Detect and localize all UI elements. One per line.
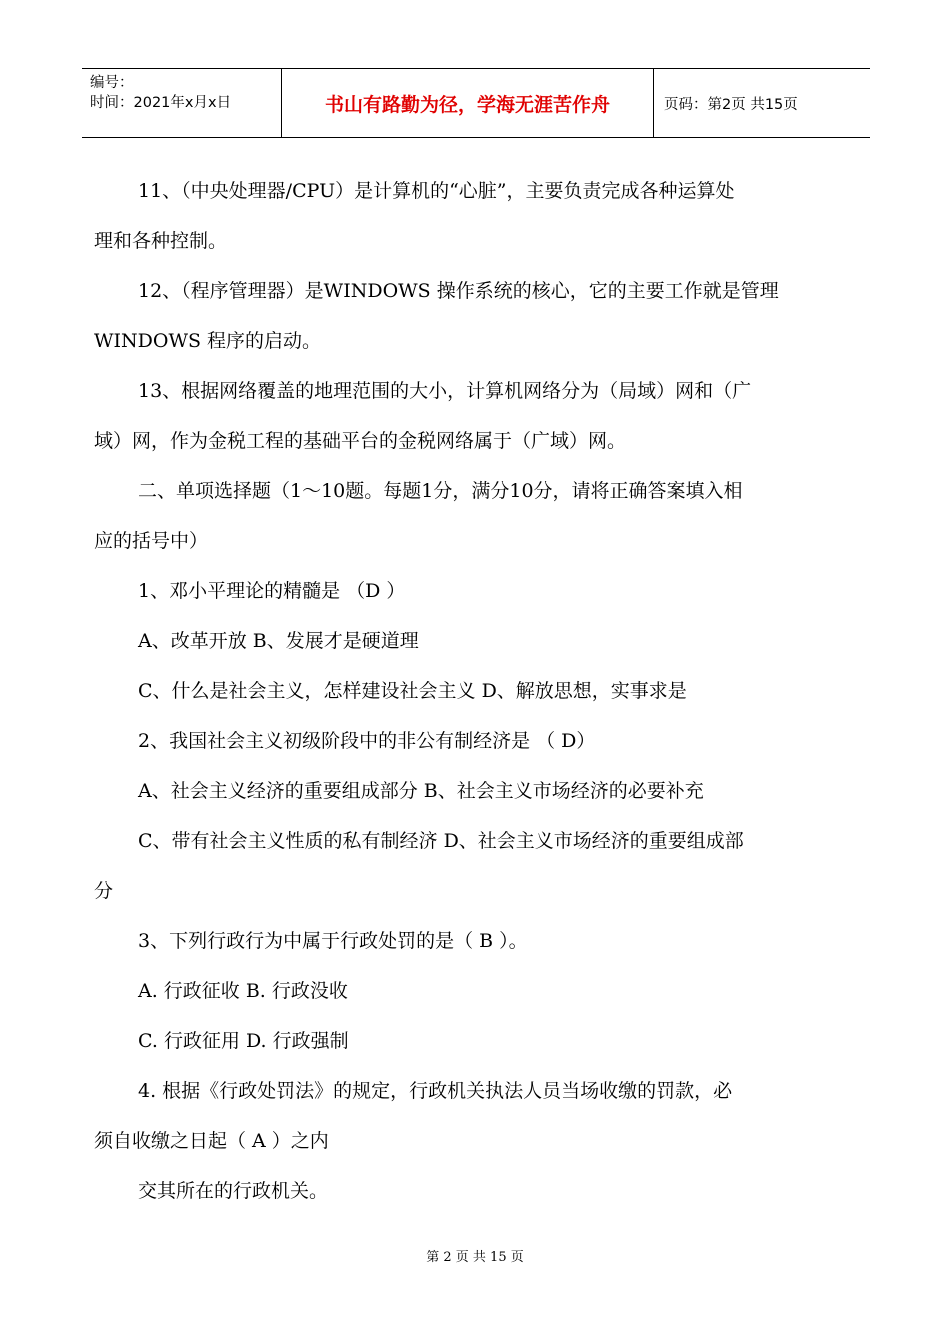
header-motto-cell [282, 69, 654, 137]
footer-page-number: 第 2 页 共 15 页 [426, 1250, 524, 1265]
section-2-heading-line-1: 二、单项选择题（1～10题。每题1分，满分10分，请将正确答案填入相 [138, 480, 743, 502]
mc-question-4-line-2: 须自收缴之日起（ A ）之内 [94, 1130, 329, 1152]
mc-question-2-options-ab: A、社会主义经济的重要组成部分 B、社会主义市场经济的必要补充 [138, 780, 704, 802]
mc-question-2-options-cd-cont: 分 [94, 880, 114, 902]
mc-question-2-options-cd: C、带有社会主义性质的私有制经济 D、社会主义市场经济的重要组成部 [138, 830, 744, 852]
question-11-line-2: 理和各种控制。 [94, 230, 228, 252]
mc-question-4-line-1: 4. 根据《行政处罚法》的规定，行政机关执法人员当场收缴的罚款，必 [138, 1080, 733, 1102]
section-2-heading-line-2: 应的括号中） [94, 530, 209, 552]
mc-question-3-options-ab: A. 行政征收 B. 行政没收 [138, 980, 348, 1002]
question-12-line-1: 12、（程序管理器）是WINDOWS 操作系统的核心，它的主要工作就是管理 [138, 280, 779, 302]
mc-question-3-options-cd: C. 行政征用 D. 行政强制 [138, 1030, 349, 1052]
mc-question-1-options-cd: C、什么是社会主义，怎样建设社会主义 D、解放思想，实事求是 [138, 680, 687, 702]
question-13-line-2: 域）网，作为金税工程的基础平台的金税网络属于（广域）网。 [94, 430, 627, 452]
header-left-cell [82, 69, 282, 137]
mc-question-1: 1、邓小平理论的精髓是 （D ） [138, 580, 406, 602]
mc-question-3: 3、下列行政行为中属于行政处罚的是（ B ）。 [138, 930, 528, 952]
question-12-line-2: WINDOWS 程序的启动。 [94, 330, 322, 352]
page-number-label: 页码：第2页 共15页 [664, 96, 798, 113]
document-body [94, 166, 860, 1216]
mc-question-1-options-ab: A、改革开放 B、发展才是硬道理 [138, 630, 419, 652]
document-number-label: 编号： [90, 75, 134, 91]
mc-question-2: 2、我国社会主义初级阶段中的非公有制经济是 （ D） [138, 730, 596, 752]
header-page-cell [654, 69, 870, 137]
question-13-line-1: 13、根据网络覆盖的地理范围的大小，计算机网络分为（局域）网和（广 [138, 380, 752, 402]
page-footer [0, 1246, 950, 1265]
date-label: 时间：2021年x月x日 [90, 95, 232, 111]
page-header [82, 68, 870, 138]
question-11-line-1: 11、（中央处理器/CPU）是计算机的“心脏”，主要负责完成各种运算处 [138, 180, 735, 202]
motto-text: 书山有路勤为径，学海无涯苦作舟 [324, 93, 610, 116]
mc-question-4-line-3: 交其所在的行政机关。 [138, 1180, 329, 1202]
